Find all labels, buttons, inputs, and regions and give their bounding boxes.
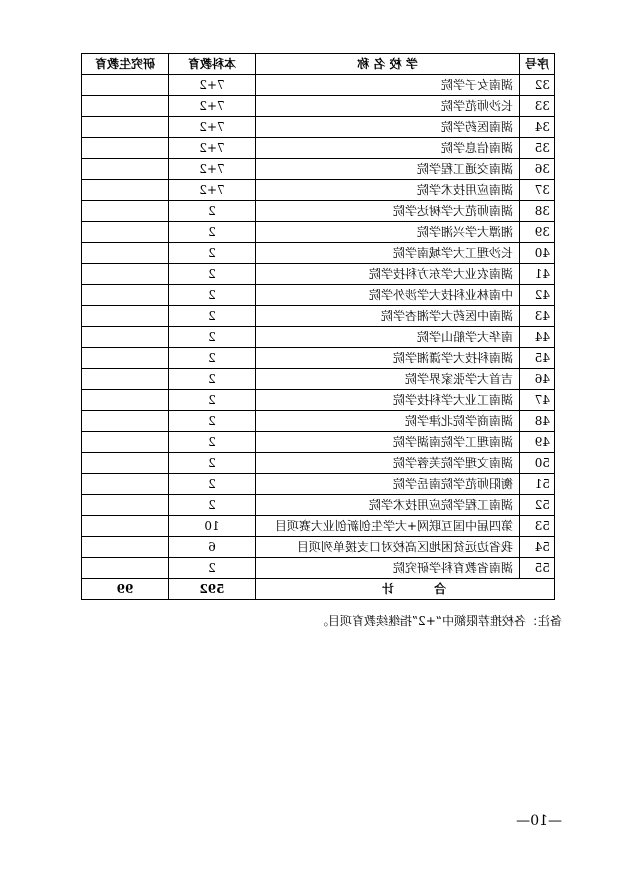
grad-quota — [82, 264, 169, 285]
undergrad-quota: 2 — [169, 264, 256, 285]
table-row — [82, 243, 555, 264]
table-row — [82, 390, 555, 411]
row-number: 37 — [520, 180, 555, 201]
undergrad-quota: 2 — [169, 201, 256, 222]
row-number: 46 — [520, 369, 555, 390]
table-row — [82, 369, 555, 390]
table-row — [82, 537, 555, 558]
page-number: —10— — [516, 813, 562, 829]
undergrad-quota: 2 — [169, 285, 256, 306]
undergrad-quota: 2 — [169, 474, 256, 495]
table-row — [82, 348, 555, 369]
grad-quota — [82, 516, 169, 537]
row-number: 39 — [520, 222, 555, 243]
quota-table — [81, 53, 555, 600]
school-name: 吉首大学张家界学院 — [256, 369, 520, 390]
row-number: 34 — [520, 117, 555, 138]
row-number: 40 — [520, 243, 555, 264]
row-number: 35 — [520, 138, 555, 159]
header-undergrad: 本科教育 — [169, 54, 256, 75]
table-row — [82, 96, 555, 117]
undergrad-quota: 7+2 — [169, 138, 256, 159]
table-row — [82, 495, 555, 516]
grad-quota — [82, 369, 169, 390]
grad-quota — [82, 432, 169, 453]
undergrad-quota: 2 — [169, 348, 256, 369]
school-name: 南华大学船山学院 — [256, 327, 520, 348]
table-row — [82, 285, 555, 306]
header-grad: 研究生教育 — [82, 54, 169, 75]
grad-quota — [82, 222, 169, 243]
school-name: 湖南省教育科学研究院 — [256, 558, 520, 579]
undergrad-quota: 7+2 — [169, 117, 256, 138]
grad-quota — [82, 327, 169, 348]
row-number: 36 — [520, 159, 555, 180]
school-name: 湖南工业大学科技学院 — [256, 390, 520, 411]
header-no: 序号 — [520, 54, 555, 75]
undergrad-quota: 6 — [169, 537, 256, 558]
undergrad-quota: 2 — [169, 243, 256, 264]
row-number: 47 — [520, 390, 555, 411]
school-name: 湖南信息学院 — [256, 138, 520, 159]
total-grad: 99 — [82, 579, 169, 600]
undergrad-quota: 2 — [169, 327, 256, 348]
school-name: 湖南文理学院芙蓉学院 — [256, 453, 520, 474]
grad-quota — [82, 75, 169, 96]
undergrad-quota: 2 — [169, 432, 256, 453]
school-name: 第四届中国互联网+大学生创新创业大赛项目 — [256, 516, 520, 537]
table-row — [82, 327, 555, 348]
undergrad-quota: 7+2 — [169, 96, 256, 117]
school-name: 湖南交通工程学院 — [256, 159, 520, 180]
grad-quota — [82, 474, 169, 495]
grad-quota — [82, 285, 169, 306]
grad-quota — [82, 348, 169, 369]
school-name: 衡阳师范学院南岳学院 — [256, 474, 520, 495]
table-row — [82, 138, 555, 159]
row-number: 32 — [520, 75, 555, 96]
table-row — [82, 117, 555, 138]
row-number: 42 — [520, 285, 555, 306]
grad-quota — [82, 306, 169, 327]
table-header-row — [82, 54, 555, 75]
grad-quota — [82, 201, 169, 222]
table-row — [82, 474, 555, 495]
table-row — [82, 516, 555, 537]
table-row — [82, 306, 555, 327]
grad-quota — [82, 96, 169, 117]
row-number: 50 — [520, 453, 555, 474]
school-name: 湖南女子学院 — [256, 75, 520, 96]
undergrad-quota: 7+2 — [169, 180, 256, 201]
grad-quota — [82, 453, 169, 474]
school-name: 长沙师范学院 — [256, 96, 520, 117]
row-number: 51 — [520, 474, 555, 495]
table-row — [82, 432, 555, 453]
undergrad-quota: 2 — [169, 390, 256, 411]
row-number: 43 — [520, 306, 555, 327]
table-row — [82, 180, 555, 201]
undergrad-quota: 2 — [169, 558, 256, 579]
school-name: 长沙理工大学城南学院 — [256, 243, 520, 264]
total-row — [82, 579, 555, 600]
table-row — [82, 201, 555, 222]
table-row — [82, 159, 555, 180]
row-number: 53 — [520, 516, 555, 537]
undergrad-quota: 2 — [169, 453, 256, 474]
row-number: 52 — [520, 495, 555, 516]
undergrad-quota: 2 — [169, 369, 256, 390]
school-name: 湖南师范大学树达学院 — [256, 201, 520, 222]
undergrad-quota: 7+2 — [169, 75, 256, 96]
undergrad-quota: 2 — [169, 411, 256, 432]
footnote: 备注：各校推荐限额中“+2”指继续教育项目。 — [316, 614, 562, 628]
table-row — [82, 75, 555, 96]
school-name: 我省边远贫困地区高校对口支援单列项目 — [256, 537, 520, 558]
school-name: 湖南商学院北津学院 — [256, 411, 520, 432]
grad-quota — [82, 537, 169, 558]
total-undergrad: 592 — [169, 579, 256, 600]
grad-quota — [82, 390, 169, 411]
row-number: 44 — [520, 327, 555, 348]
undergrad-quota: 2 — [169, 306, 256, 327]
grad-quota — [82, 117, 169, 138]
table-row — [82, 264, 555, 285]
row-number: 49 — [520, 432, 555, 453]
row-number: 41 — [520, 264, 555, 285]
table-row — [82, 411, 555, 432]
row-number: 48 — [520, 411, 555, 432]
row-number: 45 — [520, 348, 555, 369]
undergrad-quota: 10 — [169, 516, 256, 537]
school-name: 湖南应用技术学院 — [256, 180, 520, 201]
school-name: 湖南科技大学潇湘学院 — [256, 348, 520, 369]
school-name: 湘潭大学兴湘学院 — [256, 222, 520, 243]
row-number: 54 — [520, 537, 555, 558]
undergrad-quota: 2 — [169, 222, 256, 243]
table-row — [82, 558, 555, 579]
grad-quota — [82, 138, 169, 159]
table-row — [82, 453, 555, 474]
grad-quota — [82, 243, 169, 264]
row-number: 33 — [520, 96, 555, 117]
undergrad-quota: 7+2 — [169, 159, 256, 180]
total-label: 合 计 — [256, 579, 555, 600]
school-name: 湖南农业大学东方科技学院 — [256, 264, 520, 285]
school-name: 湖南理工学院南湖学院 — [256, 432, 520, 453]
grad-quota — [82, 495, 169, 516]
grad-quota — [82, 159, 169, 180]
school-name: 湖南医药学院 — [256, 117, 520, 138]
grad-quota — [82, 411, 169, 432]
school-name: 中南林业科技大学涉外学院 — [256, 285, 520, 306]
school-name: 湖南工程学院应用技术学院 — [256, 495, 520, 516]
undergrad-quota: 2 — [169, 495, 256, 516]
row-number: 38 — [520, 201, 555, 222]
grad-quota — [82, 180, 169, 201]
header-school-name: 学 校 名 称 — [256, 54, 520, 75]
grad-quota — [82, 558, 169, 579]
row-number: 55 — [520, 558, 555, 579]
table-row — [82, 222, 555, 243]
school-name: 湖南中医药大学湘杏学院 — [256, 306, 520, 327]
